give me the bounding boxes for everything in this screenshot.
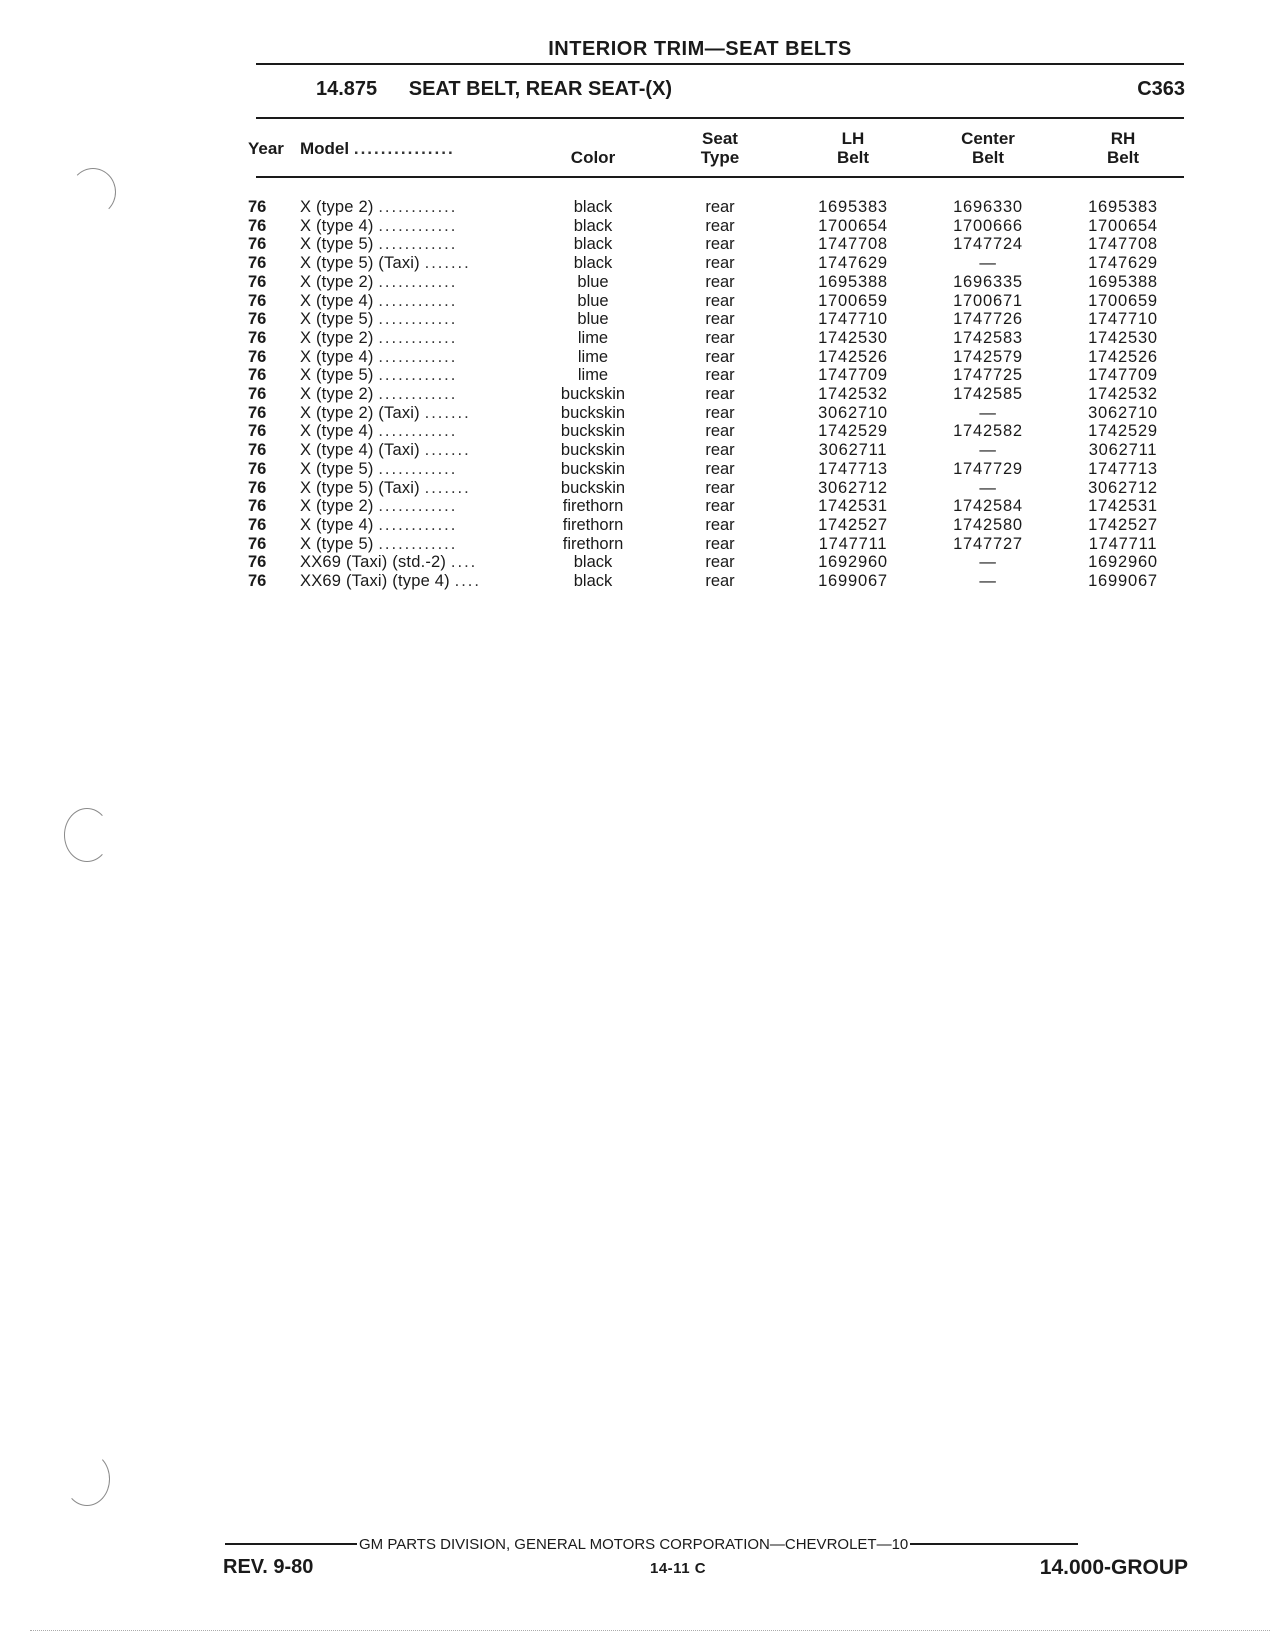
cell-lh-belt: 1742529 bbox=[818, 422, 888, 441]
cell-seat-type: rear bbox=[705, 534, 735, 553]
table-row bbox=[248, 292, 1188, 311]
page-number: 14-11 C bbox=[650, 1560, 707, 1577]
table-row bbox=[248, 497, 1188, 516]
cell-seat-type: rear bbox=[705, 366, 735, 385]
cell-year: 76 bbox=[248, 328, 267, 347]
model-text: XX69 (Taxi) (std.-2) bbox=[300, 553, 447, 572]
leader-dots: ............ bbox=[378, 272, 458, 291]
cell-color: buckskin bbox=[560, 478, 626, 497]
cell-rh-belt: 1695388 bbox=[1088, 272, 1158, 291]
model-text: X (type 5) (Taxi) bbox=[300, 254, 420, 273]
cell-color: lime bbox=[577, 328, 609, 347]
table-row bbox=[248, 310, 1188, 329]
model-text: X (type 4) bbox=[300, 515, 374, 534]
cell-model bbox=[300, 329, 534, 348]
cell-lh-belt: 1747710 bbox=[818, 310, 888, 329]
cell-lh-belt: 1747713 bbox=[818, 459, 888, 478]
cell-lh-belt: 3062712 bbox=[818, 478, 888, 497]
binder-hole-mark bbox=[64, 1452, 110, 1506]
cell-model bbox=[300, 235, 534, 254]
cell-lh-belt: 1695388 bbox=[818, 272, 888, 291]
leader-dots: ............ bbox=[378, 385, 458, 404]
cell-rh-belt: 1700654 bbox=[1088, 216, 1158, 235]
cell-year: 76 bbox=[248, 441, 267, 460]
cell-seat-type: rear bbox=[705, 198, 735, 216]
cell-center-belt: — bbox=[979, 478, 997, 497]
col-color: Color bbox=[570, 148, 616, 167]
cell-seat-type: rear bbox=[705, 385, 735, 404]
cell-lh-belt: 1747709 bbox=[818, 366, 888, 385]
cell-lh-belt: 1700654 bbox=[818, 216, 888, 235]
cell-seat-type: rear bbox=[705, 347, 735, 366]
col-model: Model ............... bbox=[300, 138, 455, 158]
table-row bbox=[248, 235, 1188, 254]
cell-year: 76 bbox=[248, 478, 267, 497]
binder-hole-mark bbox=[70, 168, 116, 216]
subsection-divider bbox=[256, 117, 1184, 119]
cell-seat-type: rear bbox=[705, 328, 735, 347]
cell-model bbox=[300, 217, 534, 236]
cell-seat-type: rear bbox=[705, 254, 735, 273]
model-text: X (type 5) bbox=[300, 459, 374, 478]
cell-lh-belt: 1742532 bbox=[818, 385, 888, 404]
cell-model bbox=[300, 553, 534, 572]
leader-dots: ............ bbox=[378, 328, 458, 347]
cell-seat-type: rear bbox=[705, 441, 735, 460]
model-text: X (type 5) bbox=[300, 534, 374, 553]
col-rh-belt: RH Belt bbox=[1106, 129, 1140, 167]
cell-seat-type: rear bbox=[705, 459, 735, 478]
cell-model bbox=[300, 460, 534, 479]
cell-model bbox=[300, 348, 534, 367]
table-row bbox=[248, 479, 1188, 498]
table-row bbox=[248, 217, 1188, 236]
cell-lh-belt: 1742526 bbox=[818, 347, 888, 366]
cell-year: 76 bbox=[248, 198, 267, 216]
cell-year: 76 bbox=[248, 534, 267, 553]
top-divider bbox=[256, 63, 1184, 65]
leader-dots: ....... bbox=[424, 478, 471, 497]
cell-color: black bbox=[573, 198, 613, 216]
cell-color: blue bbox=[577, 291, 609, 310]
cell-lh-belt: 1700659 bbox=[818, 291, 888, 310]
subsection-title: SEAT BELT, REAR SEAT-(X) bbox=[408, 78, 673, 100]
cell-color: buckskin bbox=[560, 459, 626, 478]
leader-dots: ............ bbox=[378, 497, 458, 516]
cell-rh-belt: 1742529 bbox=[1088, 422, 1158, 441]
cell-seat-type: rear bbox=[705, 572, 735, 591]
table-row bbox=[248, 348, 1188, 367]
leader-dots: ............ bbox=[378, 310, 458, 329]
cell-seat-type: rear bbox=[705, 235, 735, 254]
cell-year: 76 bbox=[248, 366, 267, 385]
cell-color: firethorn bbox=[562, 497, 624, 516]
cell-year: 76 bbox=[248, 403, 267, 422]
cell-center-belt: 1747729 bbox=[953, 459, 1023, 478]
cell-color: buckskin bbox=[560, 385, 626, 404]
cell-lh-belt: 1747708 bbox=[818, 235, 888, 254]
cell-model bbox=[300, 254, 534, 273]
leader-dots: ............ bbox=[378, 366, 458, 385]
cell-seat-type: rear bbox=[705, 291, 735, 310]
table-row bbox=[248, 422, 1188, 441]
cell-model bbox=[300, 310, 534, 329]
leader-dots: .... bbox=[450, 553, 478, 572]
cell-color: lime bbox=[577, 366, 609, 385]
cell-year: 76 bbox=[248, 310, 267, 329]
cell-rh-belt: 1747629 bbox=[1088, 254, 1158, 273]
cell-color: buckskin bbox=[560, 422, 626, 441]
cell-year: 76 bbox=[248, 291, 267, 310]
col-seat-type: Seat Type bbox=[700, 129, 740, 167]
cell-lh-belt: 3062710 bbox=[818, 403, 888, 422]
cell-year: 76 bbox=[248, 347, 267, 366]
table-row bbox=[248, 254, 1188, 273]
cell-color: firethorn bbox=[562, 515, 624, 534]
cell-color: firethorn bbox=[562, 534, 624, 553]
cell-year: 76 bbox=[248, 553, 267, 572]
leader-dots: ............ bbox=[378, 347, 458, 366]
cell-lh-belt: 3062711 bbox=[818, 441, 888, 460]
leader-dots: ............ bbox=[378, 291, 458, 310]
col-year: Year bbox=[248, 138, 284, 158]
model-text: X (type 2) bbox=[300, 328, 374, 347]
table-body bbox=[248, 176, 1188, 591]
leader-dots: ............ bbox=[378, 534, 458, 553]
cell-center-belt: 1742580 bbox=[953, 515, 1023, 534]
model-text: X (type 2) bbox=[300, 385, 374, 404]
leader-dots: .... bbox=[454, 572, 481, 591]
leader-dots: ....... bbox=[424, 441, 471, 460]
cell-center-belt: — bbox=[979, 553, 997, 572]
cell-model bbox=[300, 535, 534, 554]
cell-year: 76 bbox=[248, 422, 267, 441]
cell-rh-belt: 1742530 bbox=[1088, 328, 1158, 347]
cell-model bbox=[300, 273, 534, 292]
col-center-belt: Center Belt bbox=[961, 129, 1015, 167]
group-label: 14.000-GROUP bbox=[1039, 1556, 1188, 1579]
cell-center-belt: 1747724 bbox=[953, 235, 1023, 254]
publisher-text: GM PARTS DIVISION, GENERAL MOTORS CORPORATION—CHEVROLET—10 bbox=[359, 1535, 909, 1553]
table-row bbox=[248, 176, 1188, 217]
cell-rh-belt: 1742531 bbox=[1088, 497, 1158, 516]
table-row bbox=[248, 385, 1188, 404]
cell-lh-belt: 1742530 bbox=[818, 328, 888, 347]
cell-lh-belt: 1742527 bbox=[818, 515, 888, 534]
leader-dots: ............ bbox=[378, 198, 458, 216]
model-text: X (type 2) bbox=[300, 497, 374, 516]
leader-dots: ....... bbox=[424, 403, 471, 422]
cell-color: black bbox=[573, 254, 613, 273]
model-text: X (type 4) (Taxi) bbox=[300, 441, 420, 460]
model-text: X (type 5) (Taxi) bbox=[300, 478, 420, 497]
cell-center-belt: 1700666 bbox=[953, 216, 1023, 235]
cell-seat-type: rear bbox=[705, 272, 735, 291]
cell-center-belt: 1700671 bbox=[953, 291, 1023, 310]
cell-rh-belt: 1695383 bbox=[1088, 198, 1158, 216]
cell-color: buckskin bbox=[560, 441, 626, 460]
cell-color: buckskin bbox=[560, 403, 626, 422]
cell-rh-belt: 1747709 bbox=[1088, 366, 1158, 385]
cell-rh-belt: 1699067 bbox=[1088, 572, 1158, 591]
cell-lh-belt: 1692960 bbox=[818, 553, 888, 572]
leader-dots: ............ bbox=[378, 459, 458, 478]
cell-year: 76 bbox=[248, 515, 267, 534]
cell-seat-type: rear bbox=[705, 422, 735, 441]
model-text: X (type 5) bbox=[300, 235, 374, 254]
cell-rh-belt: 3062710 bbox=[1088, 403, 1158, 422]
cell-center-belt: 1742585 bbox=[953, 385, 1023, 404]
leader-dots: ............ bbox=[378, 515, 458, 534]
model-text: X (type 4) bbox=[300, 422, 374, 441]
cell-year: 76 bbox=[248, 254, 267, 273]
model-text: X (type 4) bbox=[300, 347, 374, 366]
table-header-row bbox=[248, 120, 1188, 176]
cell-rh-belt: 1747713 bbox=[1088, 459, 1158, 478]
model-text: X (type 4) bbox=[300, 216, 374, 235]
model-text: X (type 2) bbox=[300, 198, 374, 216]
binder-hole-mark bbox=[64, 808, 110, 862]
catalog-code: C363 bbox=[1137, 78, 1185, 100]
cell-lh-belt: 1747629 bbox=[818, 254, 888, 273]
cell-lh-belt: 1747711 bbox=[818, 534, 888, 553]
cell-color: lime bbox=[577, 347, 609, 366]
seat-belt-table bbox=[248, 120, 1188, 591]
cell-model bbox=[300, 176, 534, 217]
table-row bbox=[248, 460, 1188, 479]
model-text: X (type 5) bbox=[300, 366, 374, 385]
cell-model bbox=[300, 572, 534, 591]
cell-seat-type: rear bbox=[705, 553, 735, 572]
cell-lh-belt: 1699067 bbox=[818, 572, 888, 591]
footer-rule-right bbox=[910, 1543, 1078, 1545]
table-row bbox=[248, 404, 1188, 423]
cell-center-belt: 1696335 bbox=[953, 272, 1023, 291]
cell-model bbox=[300, 385, 534, 404]
cell-center-belt: 1747726 bbox=[953, 310, 1023, 329]
leader-dots: ............ bbox=[378, 216, 458, 235]
cell-model bbox=[300, 479, 534, 498]
section-title bbox=[0, 38, 1280, 61]
cell-lh-belt: 1695383 bbox=[818, 198, 888, 216]
cell-model bbox=[300, 516, 534, 535]
cell-seat-type: rear bbox=[705, 403, 735, 422]
cell-year: 76 bbox=[248, 572, 267, 591]
cell-model bbox=[300, 441, 534, 460]
table-row bbox=[248, 535, 1188, 554]
cell-rh-belt: 1742527 bbox=[1088, 515, 1158, 534]
cell-center-belt: 1747725 bbox=[953, 366, 1023, 385]
table-row bbox=[248, 572, 1188, 591]
cell-center-belt: 1696330 bbox=[953, 198, 1023, 216]
cell-center-belt: 1742583 bbox=[953, 328, 1023, 347]
cell-color: blue bbox=[577, 272, 609, 291]
cell-seat-type: rear bbox=[705, 216, 735, 235]
cell-year: 76 bbox=[248, 497, 267, 516]
model-text: X (type 5) bbox=[300, 310, 374, 329]
cell-rh-belt: 1742532 bbox=[1088, 385, 1158, 404]
cell-center-belt: — bbox=[979, 254, 997, 273]
cell-rh-belt: 1747710 bbox=[1088, 310, 1158, 329]
table-row bbox=[248, 329, 1188, 348]
model-text: X (type 2) bbox=[300, 272, 374, 291]
cell-center-belt: — bbox=[979, 441, 997, 460]
cell-rh-belt: 1742526 bbox=[1088, 347, 1158, 366]
section-title-text: INTERIOR TRIM—SEAT BELTS bbox=[548, 38, 852, 60]
cell-center-belt: 1742579 bbox=[953, 347, 1023, 366]
table-row bbox=[248, 516, 1188, 535]
cell-center-belt: 1747727 bbox=[953, 534, 1023, 553]
cell-color: blue bbox=[577, 310, 609, 329]
cell-rh-belt: 1747711 bbox=[1088, 534, 1158, 553]
footer-publisher-line bbox=[225, 1534, 1185, 1554]
cell-rh-belt: 1700659 bbox=[1088, 291, 1158, 310]
cell-year: 76 bbox=[248, 216, 267, 235]
cell-rh-belt: 1692960 bbox=[1088, 553, 1158, 572]
cell-model bbox=[300, 422, 534, 441]
table-row bbox=[248, 441, 1188, 460]
cell-model bbox=[300, 497, 534, 516]
cell-color: black bbox=[573, 553, 613, 572]
subsection-number: 14.875 bbox=[316, 78, 378, 100]
model-text: X (type 4) bbox=[300, 291, 374, 310]
model-text: X (type 2) (Taxi) bbox=[300, 403, 420, 422]
cell-model bbox=[300, 292, 534, 311]
cell-year: 76 bbox=[248, 235, 267, 254]
cell-seat-type: rear bbox=[705, 497, 735, 516]
leader-dots: ....... bbox=[424, 254, 471, 273]
footer-rule-left bbox=[225, 1543, 357, 1545]
table-row bbox=[248, 273, 1188, 292]
leader-dots: ............ bbox=[378, 422, 458, 441]
cell-color: black bbox=[573, 572, 613, 591]
cell-center-belt: — bbox=[979, 403, 997, 422]
cell-lh-belt: 1742531 bbox=[818, 497, 888, 516]
cell-year: 76 bbox=[248, 385, 267, 404]
cell-seat-type: rear bbox=[705, 310, 735, 329]
revision-label: REV. 9-80 bbox=[223, 1556, 314, 1578]
cell-center-belt: 1742582 bbox=[953, 422, 1023, 441]
cell-model bbox=[300, 404, 534, 423]
cell-color: black bbox=[573, 216, 613, 235]
table-row bbox=[248, 366, 1188, 385]
cell-rh-belt: 3062711 bbox=[1088, 441, 1158, 460]
cell-seat-type: rear bbox=[705, 515, 735, 534]
cell-year: 76 bbox=[248, 272, 267, 291]
model-text: XX69 (Taxi) (type 4) bbox=[300, 572, 450, 591]
cell-center-belt: — bbox=[979, 572, 997, 591]
cell-year: 76 bbox=[248, 459, 267, 478]
cell-rh-belt: 1747708 bbox=[1088, 235, 1158, 254]
cell-color: black bbox=[573, 235, 613, 254]
cell-seat-type: rear bbox=[705, 478, 735, 497]
cell-center-belt: 1742584 bbox=[953, 497, 1023, 516]
table-row bbox=[248, 553, 1188, 572]
leader-dots: ............ bbox=[378, 235, 458, 254]
col-lh-belt: LH Belt bbox=[836, 129, 870, 167]
cell-model bbox=[300, 366, 534, 385]
cell-rh-belt: 3062712 bbox=[1088, 478, 1158, 497]
scan-edge-speckle bbox=[30, 1630, 1270, 1631]
subsection-heading bbox=[316, 78, 672, 101]
